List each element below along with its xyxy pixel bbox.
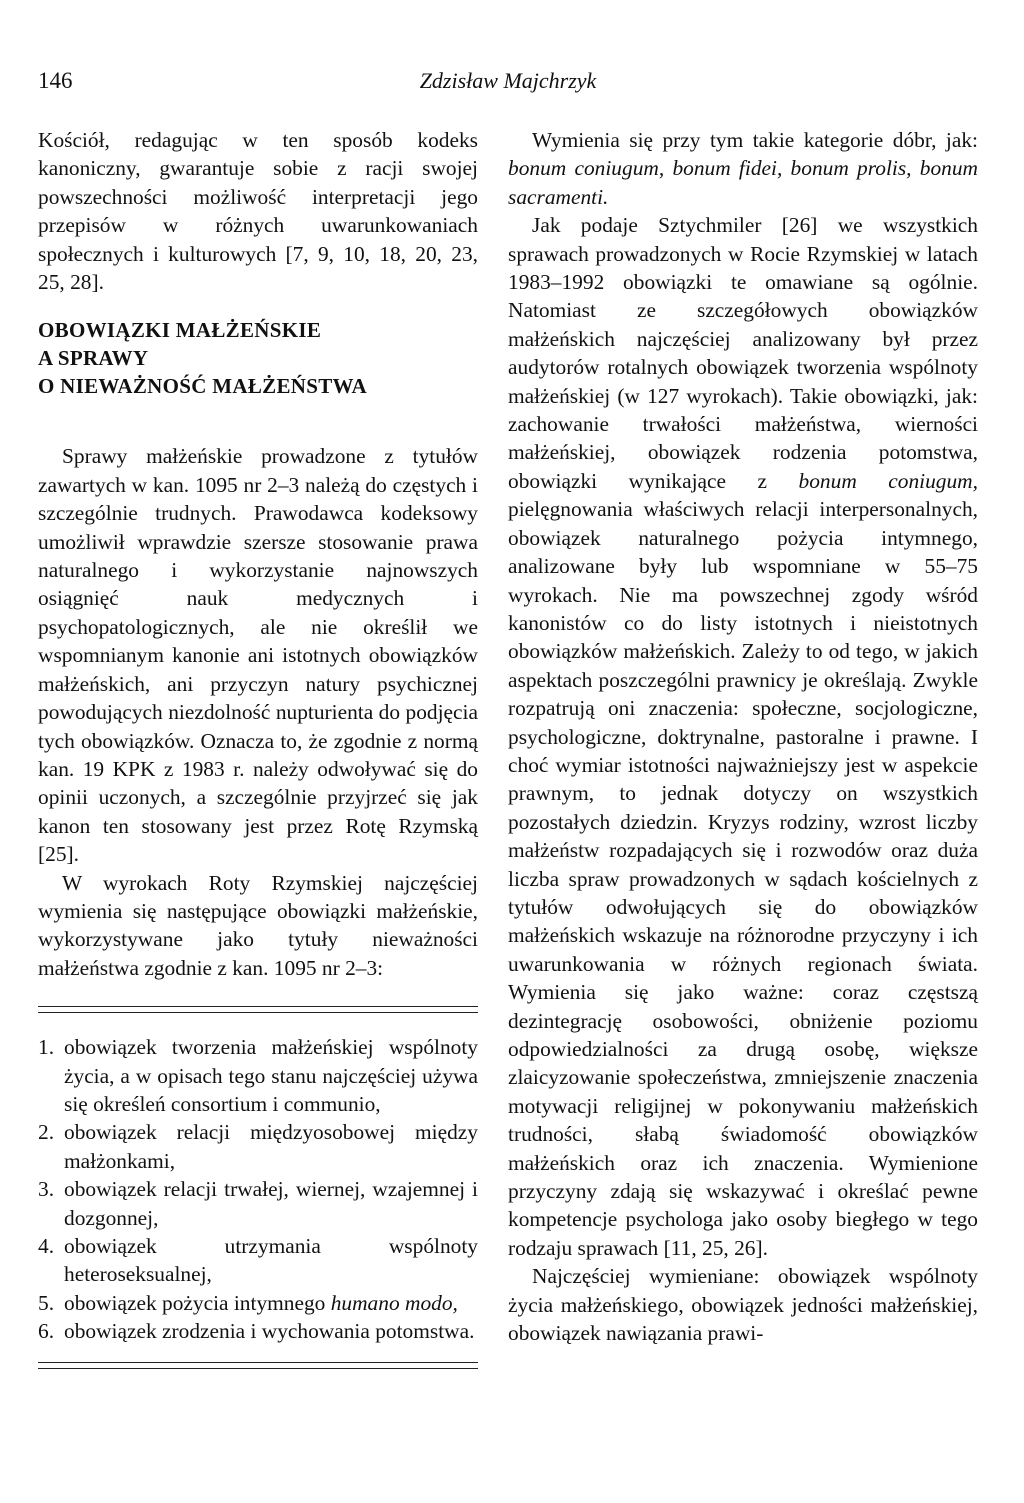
paragraph-rota-duties: W wyrokach Roty Rzymskiej najczęściej wymienia się następujące obowiązki małżeńskie, wykorzystywane jako tytuły nieważności małżeństwa zgodnie z kan. 1095 nr 2–3:	[38, 870, 478, 980]
list-item-text: obowiązek pożycia intymnego	[64, 1290, 331, 1315]
paragraph-marital-cases: Sprawy małżeńskie prowadzone z tytułów zawartych w kan. 1095 nr 2–3 należą do częstych i szczególnie trudnych. Prawodawca kodeksowy umożliwił wprawdzie szersze stosowanie prawa naturalnego i wykorzystanie najnowszych osiągnięć nauk medycznych i psychopatologicznych, ale nie określił we wspomnianym kanonie ani istotnych obowiązków małżeńskich, ani przyczyn natury psychicznej powodujących niezdolność nupturienta do podjęcia tych obowiązków. Oznacza to, że zgodnie z normą kan. 19 KPK z 1983 r. należy odwoływać się do opinii uczonych, a szczególnie przyjrzeć się jak kanon ten stosowany jest przez Rotę Rzymską [25].	[38, 444, 478, 867]
list-bottom-rule	[38, 1362, 478, 1369]
list-item	[38, 1317, 478, 1345]
paragraph-most-common-duties: Najczęściej wymieniane: obowiązek wspólnoty życia małżeńskiego, obowiązek jedności małżeńskiej, obowiązek nawiązania prawi-	[508, 1264, 978, 1346]
list-item-number: 3.	[38, 1177, 55, 1202]
list-item-text: obowiązek relacji trwałej, wiernej, wzajemnej i dozgonnej,	[64, 1177, 478, 1230]
list-item-number: 4.	[38, 1234, 55, 1258]
list-item-text: obowiązek zrodzenia i wychowania potomstwa.	[64, 1319, 475, 1344]
list-item-italic-text: humano modo,	[330, 1290, 458, 1315]
intro-paragraph: Kościół, redagując w ten sposób kodeks kanoniczny, gwarantuje sobie z racji swojej powszechności możliwość interpretacji jego przepisów w różnych uwarunkowaniach społecznych i kulturowych [7, 9, 10, 18, 20, 23, 25, 28].	[38, 128, 478, 295]
paragraph-sztychmiler	[508, 211, 978, 1262]
list-item-text: obowiązek relacji międzyosobowej między małżonkami,	[64, 1120, 478, 1173]
running-head	[38, 68, 978, 98]
list-item	[38, 1118, 478, 1175]
left-column	[38, 126, 478, 1369]
goods-intro-text: Wymienia się przy tym takie kategorie dóbr, jak:	[532, 128, 978, 152]
list-item-text: obowiązek utrzymania wspólnoty heteroseksualnej,	[64, 1234, 478, 1287]
section-heading-line-3: O NIEWAŻNOŚĆ MAŁŻEŃSTWA	[38, 374, 367, 399]
list-item-number: 2.	[38, 1120, 55, 1145]
right-column	[508, 126, 978, 1347]
section-heading-line-2: A SPRAWY	[38, 346, 149, 371]
list-item-number: 6.	[38, 1319, 55, 1344]
running-head-author: Zdzisław Majchrzyk	[419, 68, 597, 93]
sztychmiler-latin-term: bonum coniugum,	[798, 468, 978, 493]
paragraph-goods-categories	[508, 126, 978, 211]
list-item-number: 5.	[38, 1290, 55, 1315]
list-item-text: obowiązek tworzenia małżeńskiej wspólnoty życia, a w opisach tego stanu najczęściej używa się określeń consortium i communio,	[64, 1035, 478, 1116]
list-top-rule	[38, 1006, 478, 1013]
list-item	[38, 1033, 478, 1118]
sztychmiler-text-1: Jak podaje Sztychmiler [26] we wszystkich sprawach prowadzonych w Rocie Rzymskiej w latach 1983–1992 obowiązki te omawiane są ogólnie. Natomiast ze szczegółowych obowiązków małżeńskich najczęściej analizowany był przez audytorów rotalnych obowiązek tworzenia wspólnoty małżeńskiej (w 127 wyrokach). Takie obowiązki, jak: zachowanie trwałości małżeństwa, wierności małżeńskiej, obowiązek rodzenia potomstwa, obowiązki wynikające z	[508, 213, 978, 493]
list-item	[38, 1232, 478, 1289]
goods-latin-terms: bonum coniugum, bonum fidei, bonum prolis, bonum sacramenti.	[508, 156, 978, 209]
sztychmiler-text-2: pielęgnowania właściwych relacji interpersonalnych, obowiązek naturalnego pożycia intymnego, analizowane były lub wspomniane w 55–75 wyrokach. Nie ma powszechnej zgody wśród kanonistów co do listy istotnych i nieistotnych obowiązków małżeńskich. Zależy to od tego, w jakich aspektach poszczególni prawnicy je określają. Zwykle rozpatrują oni znaczenia: społeczne, socjologiczne, psychologiczne, doktrynalne, pastoralne i prawne. I choć wymiar istotności najważniejszy jest w aspekcie prawnym, to jednak dotyczy on wszystkich pozostałych dziedzin. Kryzys rodziny, wzrost liczby małżeństw rozpadających się i rozwodów oraz duża liczba spraw prowadzonych w sądach kościelnych z tytułów odwołujących się do obowiązków małżeńskich wskazuje na różnorodne przyczyny i ich uwarunkowania w różnych regionach świata. Wymienia się jako ważne: coraz częstszą dezintegrację osobowości, obniżenie poziomu odpowiedzialności za drugą osobę, większe zlaicyzowanie społeczeństwa, zmniejszenie znaczenia motywacji religijnej w pokonywaniu małżeńskich trudności, słabą świadomość obowiązków małżeńskich oraz ich znaczenia. Wymienione przyczyny zdają się wskazywać i określać pewne kompetencje psychologa jako osoby biegłego w tego rodzaju sprawach [11, 25, 26].	[508, 497, 978, 1260]
duties-list	[38, 1033, 478, 1345]
page-number: 146	[38, 68, 73, 93]
section-heading-line-1: OBOWIĄZKI MAŁŻEŃSKIE	[38, 318, 322, 343]
list-item-number: 1.	[38, 1035, 55, 1060]
list-item	[38, 1175, 478, 1232]
list-item	[38, 1289, 478, 1317]
section-heading	[38, 316, 478, 400]
